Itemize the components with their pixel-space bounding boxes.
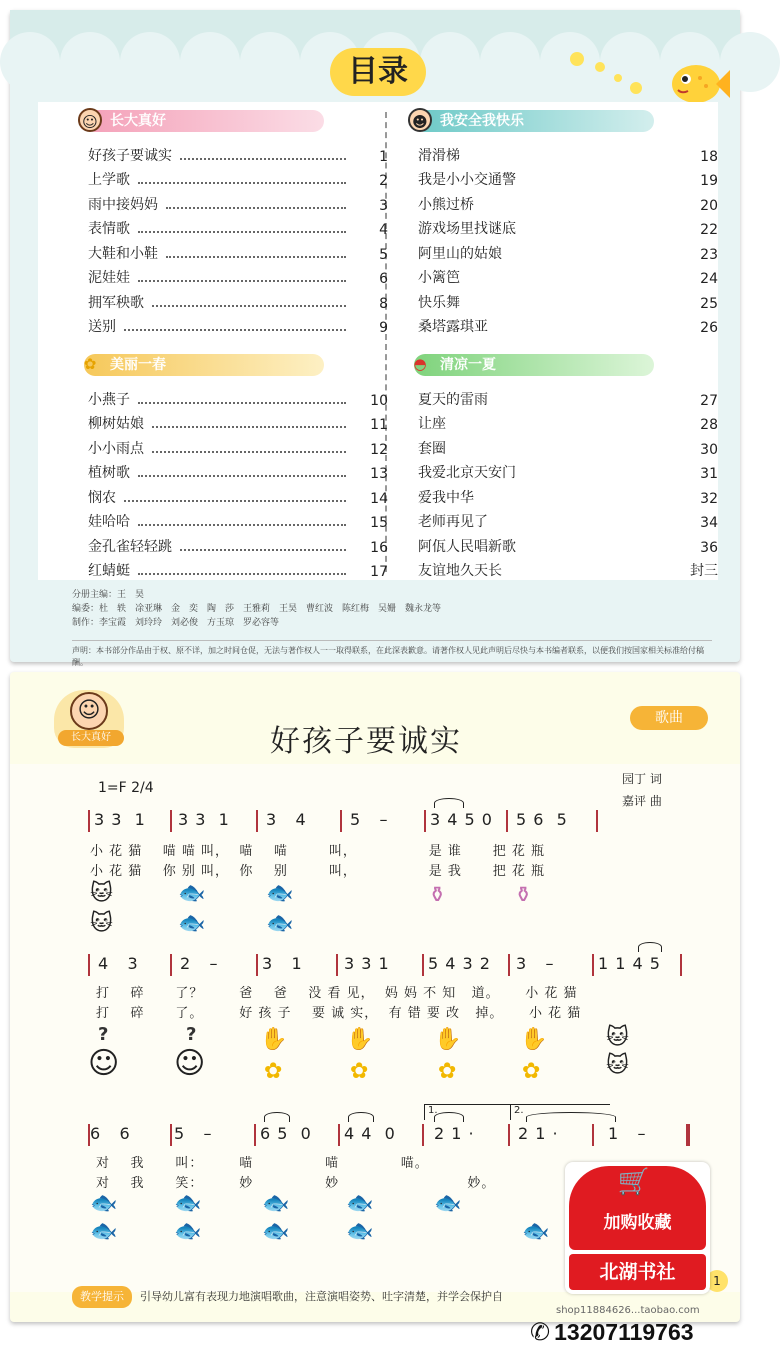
toc-page [10, 10, 740, 667]
entry-page: 13 [370, 466, 388, 482]
barline [170, 1124, 172, 1146]
entry-page: 11 [370, 417, 388, 433]
slur [348, 1112, 374, 1122]
promo-shop-name: 北湖书社 [569, 1254, 706, 1290]
entry-page: 15 [370, 515, 388, 531]
question-mark-icon: ? [186, 1024, 197, 1045]
measure-notes: 3 3 1 [178, 810, 230, 829]
entry-page: 10 [370, 392, 388, 409]
entry-page: 5 [379, 246, 388, 263]
toc-entry[interactable] [88, 312, 388, 337]
editors: 编委：杜 轶 凃亚琳 金 奕 陶 莎 王雅莉 王昊 曹红波 陈红梅 吴姗 魏永龙等 [72, 604, 442, 614]
toc-entry[interactable] [418, 263, 718, 288]
entry-page: 28 [700, 417, 718, 433]
fish-icon: 🐟 [90, 1191, 118, 1216]
lyric-verse-2: 对 我 笑： 妙 妙 妙。 [96, 1176, 496, 1191]
barline [256, 810, 258, 832]
measure-notes: 1 – [608, 1124, 647, 1143]
song-title: 好孩子要诚实 [270, 724, 462, 759]
toc-entry[interactable] [418, 433, 718, 458]
toc-entry[interactable] [88, 433, 388, 458]
entry-title: 雨中接妈妈 [88, 196, 158, 213]
flower-icon: ✿ [438, 1059, 457, 1084]
toc-entry[interactable] [418, 531, 718, 556]
toc-entry[interactable] [418, 238, 718, 263]
entry-page: 19 [700, 173, 718, 189]
fish-icon: 🐟 [266, 911, 294, 936]
watermelon-icon: ◓ [413, 355, 427, 373]
boy-face-icon: ☺ [88, 1046, 120, 1081]
barline [336, 954, 338, 976]
toc-entry[interactable] [418, 384, 718, 409]
entry-page: 24 [700, 271, 718, 287]
copyright-notice: 声明：本书部分作品由于权、原不详，加之时间仓促，无法与著作权人一一取得联系，在此深表歉意。请著作权人见此声明后尽快与本书编者联系，以便我们按国家相关标准给付稿酬。 [72, 640, 712, 669]
entry-title: 小篱笆 [418, 270, 460, 286]
entry-page: 36 [700, 539, 718, 556]
lyric-verse-2: 小 花 猫 你 别 叫， 你 别 叫， 是 我 把 花 瓶 [90, 864, 545, 879]
final-barline [686, 1124, 690, 1146]
shop-watermark: shop11884626...taobao.com [556, 1305, 700, 1316]
measure-notes: 3 4 [266, 810, 307, 829]
slur [638, 942, 662, 952]
cat-face-icon: 🐱 [90, 911, 113, 936]
toc-right-column [412, 108, 718, 580]
fish-icon: 🐟 [262, 1191, 290, 1216]
toc-title: 目录 [330, 48, 426, 96]
barline [422, 954, 424, 976]
entry-title: 套圈 [418, 440, 446, 457]
toc-entry[interactable] [418, 507, 718, 532]
toc-entry[interactable] [88, 189, 388, 214]
slur [264, 1112, 290, 1122]
toc-entry[interactable] [88, 287, 388, 312]
vase-icon: ⚱ [514, 883, 533, 908]
entry-title: 阿里山的姑娘 [418, 245, 502, 262]
barline [506, 810, 508, 832]
measure-notes: 1 1 4 5 [598, 954, 661, 973]
barline [424, 810, 426, 832]
slur [434, 1112, 464, 1122]
entry-page: 17 [370, 564, 388, 580]
entry-title: 泥娃娃 [88, 270, 130, 286]
dot-leader [152, 426, 346, 428]
entry-title: 大鞋和小鞋 [88, 245, 158, 262]
dot-leader [138, 475, 346, 477]
barline [592, 954, 594, 976]
producers: 制作：李宝霞 刘玲玲 刘必俊 方玉琼 罗必容等 [72, 618, 280, 628]
key-signature: 1=F 2/4 [98, 780, 154, 796]
entry-page: 31 [700, 466, 718, 482]
toc-panel [38, 102, 718, 580]
toc-entry[interactable] [418, 409, 718, 434]
toc-entry[interactable] [418, 189, 718, 214]
barline [508, 954, 510, 976]
fish-icon: 🐟 [434, 1191, 462, 1216]
dot-leader [180, 158, 346, 160]
barline [596, 810, 598, 832]
toc-entry[interactable] [88, 482, 388, 507]
toc-entry[interactable] [418, 312, 718, 337]
fish-icon: 🐟 [346, 1219, 374, 1244]
lyric-verse-1: 对 我 叫： 喵 喵 喵。 [96, 1156, 429, 1171]
barline [88, 810, 90, 832]
dot-leader [138, 182, 346, 184]
entry-page: 9 [379, 320, 388, 336]
shopping-cart-icon: 🛒 [617, 1167, 651, 1197]
section-title: 我安全我快乐 [414, 110, 654, 132]
entry-page: 30 [700, 441, 718, 458]
entry-title: 滑滑梯 [418, 147, 460, 164]
entry-title: 金孔雀轻轻跳 [88, 538, 172, 555]
cat-face-icon: 🐱 [90, 881, 113, 906]
section-header [414, 108, 718, 134]
toc-entry[interactable] [418, 458, 718, 483]
toc-entry[interactable] [418, 140, 718, 165]
fish-icon: 🐟 [522, 1219, 550, 1244]
entry-title: 爱我中华 [418, 489, 474, 506]
fish-icon: 🐟 [174, 1219, 202, 1244]
entry-title: 上学歌 [88, 172, 130, 188]
fish-icon: 🐟 [90, 1219, 118, 1244]
entry-page: 14 [370, 490, 388, 507]
volta-2: 2. [510, 1104, 610, 1120]
entry-page: 20 [700, 197, 718, 214]
volta-1: 1. [424, 1104, 512, 1120]
measure-notes: 3 1 [262, 954, 303, 973]
phone-icon: ✆ [530, 1318, 551, 1346]
measure-notes: 3 3 1 [94, 810, 146, 829]
entry-page: 32 [700, 490, 718, 507]
toc-entry[interactable] [418, 165, 718, 190]
promo-badge[interactable] [565, 1162, 710, 1294]
dot-leader [138, 280, 346, 282]
dot-leader [138, 524, 346, 526]
entry-page: 封三 [690, 563, 718, 579]
entry-title: 悯农 [88, 489, 116, 506]
measure-notes: 3 3 1 [344, 954, 390, 973]
lyric-verse-1: 小 花 猫 喵 喵 叫， 喵 喵 叫， 是 谁 把 花 瓶 [90, 844, 545, 859]
cat-face-icon: 🐱 [606, 1025, 629, 1050]
section-title: 清凉一夏 [414, 354, 654, 376]
hand-icon: ✋ [260, 1027, 288, 1052]
entry-page: 34 [700, 515, 718, 531]
entry-title: 红蜻蜓 [88, 563, 130, 579]
flower-icon: ✿ [264, 1059, 283, 1084]
entry-page: 3 [379, 197, 388, 214]
entry-page: 25 [700, 295, 718, 312]
section-header [84, 108, 388, 134]
barline [256, 954, 258, 976]
toc-entry[interactable] [88, 165, 388, 190]
measure-notes: 2 1 · [434, 1124, 475, 1143]
entry-page: 2 [379, 173, 388, 189]
section-header [414, 352, 718, 378]
measure-notes: 3 4 5 0 [430, 810, 493, 829]
entry-title: 老师再见了 [418, 514, 488, 530]
hand-icon: ✋ [434, 1027, 462, 1052]
dot-leader [124, 329, 346, 331]
repeat-barline [508, 1124, 510, 1146]
credits-block [72, 588, 712, 669]
entry-page: 18 [700, 148, 718, 165]
dot-leader [138, 402, 346, 404]
barline [254, 1124, 256, 1146]
toc-entry[interactable] [88, 214, 388, 239]
dot-leader [152, 451, 346, 453]
fish-icon: 🐟 [346, 1191, 374, 1216]
decor-dot [614, 74, 622, 82]
entry-page: 26 [700, 320, 718, 336]
barline [422, 1124, 424, 1146]
fish-icon [670, 62, 730, 106]
toc-entry[interactable] [88, 458, 388, 483]
promo-main-text: 加购收藏 [603, 1213, 672, 1233]
entry-page: 1 [379, 148, 388, 165]
entry-title: 夏天的雷雨 [418, 391, 488, 408]
toc-entry[interactable] [88, 507, 388, 532]
measure-notes: 5 6 5 [516, 810, 568, 829]
toc-entry[interactable] [88, 238, 388, 263]
entry-page: 4 [379, 222, 388, 238]
vase-icon: ⚱ [428, 883, 447, 908]
decor-dot [570, 52, 584, 66]
measure-notes: 2 1 · [518, 1124, 559, 1143]
composer-credit: 嘉评 曲 [622, 794, 662, 808]
flower-icon: ✿ [350, 1059, 369, 1084]
cat-face-icon: 🐱 [606, 1053, 629, 1078]
entry-title: 我是小小交通警 [418, 172, 516, 188]
phone-number: 13207119763 [554, 1318, 694, 1345]
toc-left-column [82, 108, 388, 580]
entry-title: 小燕子 [88, 391, 130, 408]
slur [434, 798, 464, 808]
barline [338, 1124, 340, 1146]
barline [170, 954, 172, 976]
entry-title: 植树歌 [88, 465, 130, 481]
measure-notes: 6 6 [90, 1124, 131, 1143]
barline [680, 954, 682, 976]
teaching-tip-text: 引导幼儿富有表现力地演唱歌曲，注意演唱姿势、吐字清楚，并学会保护自 [140, 1290, 503, 1303]
toc-entry[interactable] [88, 384, 388, 409]
fish-icon: 🐟 [178, 881, 206, 906]
entry-title: 友谊地久天长 [418, 563, 502, 579]
measure-notes: 4 4 0 [344, 1124, 396, 1143]
entry-title: 小熊过桥 [418, 196, 474, 213]
measure-notes: 6 5 0 [260, 1124, 312, 1143]
sunflower-icon: ✿ [83, 355, 97, 373]
measure-notes: 5 4 3 2 [428, 954, 491, 973]
entry-title: 快乐舞 [418, 294, 460, 311]
boy-face-icon: ☺ [78, 108, 102, 132]
dot-leader [138, 231, 346, 233]
entry-title: 我爱北京天安门 [418, 465, 516, 481]
dot-leader [124, 500, 346, 502]
badge-label: 长大真好 [58, 730, 124, 746]
measure-notes: 4 3 [98, 954, 139, 973]
genre-tag: 歌曲 [630, 706, 708, 730]
entry-title: 娃哈哈 [88, 514, 130, 530]
toc-entry[interactable] [418, 287, 718, 312]
barline [88, 954, 90, 976]
entry-title: 柳树姑娘 [88, 416, 144, 432]
section-header [84, 352, 388, 378]
flower-icon: ✿ [522, 1059, 541, 1084]
entry-page: 12 [370, 441, 388, 458]
section-title: 长大真好 [84, 110, 324, 132]
entry-title: 表情歌 [88, 221, 130, 237]
dot-leader [166, 207, 346, 209]
dot-leader [180, 549, 346, 551]
toc-entry[interactable] [88, 263, 388, 288]
section-title: 美丽一春 [84, 354, 324, 376]
entry-page: 22 [700, 222, 718, 238]
lyric-verse-2: 打 碎 了。 好 孩 子 要 诚 实， 有 错 要 改 掉。 小 花 猫 [96, 1006, 582, 1021]
entry-title: 桑塔露琪亚 [418, 319, 488, 335]
boy-face-icon: ☺ [70, 692, 108, 730]
entry-page: 6 [379, 271, 388, 287]
toc-entry[interactable] [418, 556, 718, 581]
fish-icon: 🐟 [266, 881, 294, 906]
fish-icon: 🐟 [262, 1219, 290, 1244]
fish-icon: 🐟 [174, 1191, 202, 1216]
toc-entry[interactable] [88, 531, 388, 556]
hand-icon: ✋ [520, 1027, 548, 1052]
decor-dot [595, 62, 605, 72]
entry-title: 送别 [88, 319, 116, 335]
measure-notes: 5 – [350, 810, 389, 829]
toc-entry[interactable] [88, 140, 388, 165]
entry-title: 阿佤人民唱新歌 [418, 538, 516, 555]
chief-editor: 分册主编：王 昊 [72, 590, 145, 600]
barline [340, 810, 342, 832]
lyricist-credit: 园丁 词 [622, 772, 662, 786]
toc-entry[interactable] [418, 482, 718, 507]
hand-icon: ✋ [346, 1027, 374, 1052]
boy-face-icon: ☺ [174, 1046, 206, 1081]
dot-leader [166, 256, 346, 258]
dot-leader [138, 573, 346, 575]
entry-page: 8 [379, 295, 388, 312]
measure-notes: 3 – [516, 954, 555, 973]
teaching-tip-label: 教学提示 [72, 1286, 132, 1308]
fish-icon: 🐟 [178, 911, 206, 936]
page-number: 1 [706, 1270, 728, 1292]
entry-title: 游戏场里找谜底 [418, 221, 516, 237]
measure-notes: 2 – [180, 954, 219, 973]
toc-entry[interactable] [88, 556, 388, 581]
child-face-icon: ☻ [408, 108, 432, 132]
entry-title: 好孩子要诚实 [88, 147, 172, 164]
entry-title: 让座 [418, 416, 446, 432]
lyric-verse-1: 打 碎 了？ 爸 爸 没 看 见， 妈 妈 不 知 道。 小 花 猫 [96, 986, 578, 1001]
toc-entry[interactable] [88, 409, 388, 434]
entry-page: 23 [700, 246, 718, 263]
entry-title: 小小雨点 [88, 440, 144, 457]
entry-page: 16 [370, 539, 388, 556]
toc-entry[interactable] [418, 214, 718, 239]
barline [170, 810, 172, 832]
decor-dot [630, 82, 642, 94]
entry-title: 拥军秧歌 [88, 294, 144, 311]
slur [526, 1112, 616, 1122]
entry-page: 27 [700, 392, 718, 409]
phone-contact[interactable] [530, 1315, 694, 1349]
barline [592, 1124, 594, 1146]
dot-leader [152, 305, 346, 307]
question-mark-icon: ? [98, 1024, 109, 1045]
measure-notes: 5 – [174, 1124, 213, 1143]
